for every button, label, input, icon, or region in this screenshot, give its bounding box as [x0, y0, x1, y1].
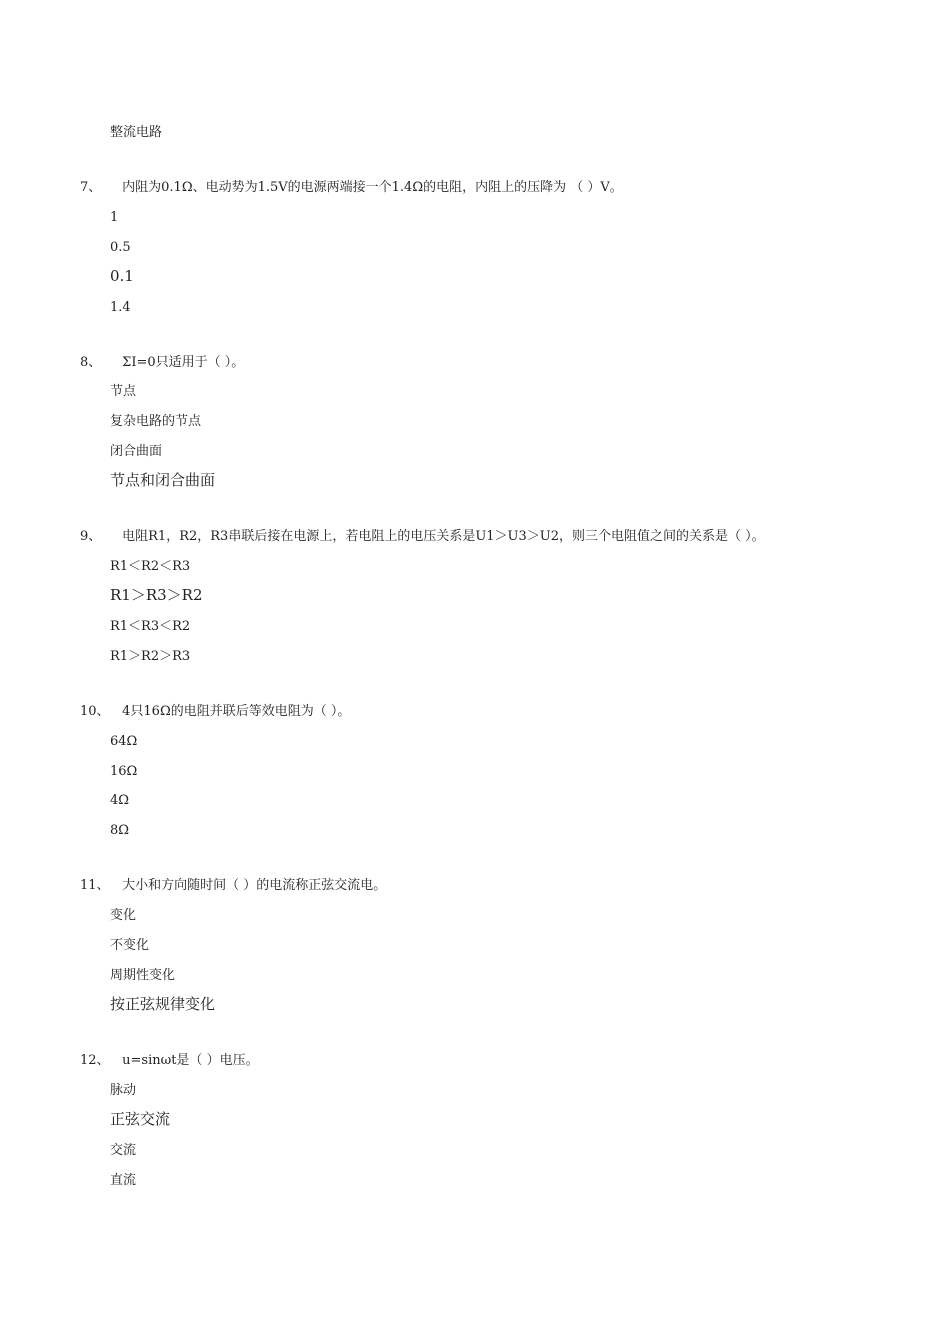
option-rectifier-circuit: 整流电路	[110, 125, 163, 140]
question-10	[80, 704, 350, 720]
question-11-option-3: 周期性变化	[110, 968, 176, 983]
question-text: 4只16Ω的电阻并联后等效电阻为（ ）。	[122, 704, 351, 719]
question-8-option-3: 闭合曲面	[110, 444, 163, 459]
question-11	[80, 878, 386, 894]
question-12-option-2: 正弦交流	[110, 1110, 171, 1128]
question-10-option-1: 64Ω	[110, 734, 138, 749]
question-11-option-1: 变化	[110, 908, 137, 923]
question-text: 内阻为0.1Ω、电动势为1.5V的电源两端接一个1.4Ω的电阻，内阻上的压降为 （ ）V。	[122, 180, 623, 195]
question-7-option-3: 0.1	[110, 267, 134, 285]
question-12-option-1: 脉动	[110, 1083, 137, 1098]
question-number: 8、	[80, 355, 102, 370]
question-number: 12、	[80, 1053, 110, 1068]
question-7	[80, 180, 623, 196]
question-number: 10、	[80, 704, 110, 719]
question-8-option-4: 节点和闭合曲面	[110, 471, 216, 489]
question-8-option-2: 复杂电路的节点	[110, 414, 202, 429]
question-number: 11、	[80, 878, 110, 893]
question-12-option-4: 直流	[110, 1173, 137, 1188]
question-7-option-4: 1.4	[110, 300, 131, 315]
question-8	[80, 355, 244, 371]
question-11-option-4: 按正弦规律变化	[110, 995, 216, 1013]
question-8-option-1: 节点	[110, 384, 137, 399]
question-9-option-3: R1＜R3＜R2	[110, 619, 191, 634]
question-number: 9、	[80, 529, 102, 544]
question-11-option-2: 不变化	[110, 938, 150, 953]
question-10-option-4: 8Ω	[110, 823, 130, 838]
question-9	[80, 529, 765, 545]
question-9-option-4: R1＞R2＞R3	[110, 649, 191, 664]
question-12-option-3: 交流	[110, 1143, 137, 1158]
question-number: 7、	[80, 180, 102, 195]
question-text: 大小和方向随时间（ ）的电流称正弦交流电。	[122, 878, 387, 893]
question-text: ΣI=0只适用于（ ）。	[122, 355, 245, 370]
question-text: u=sinωt是（ ）电压。	[122, 1053, 259, 1068]
question-7-option-1: 1	[110, 210, 119, 225]
question-10-option-3: 4Ω	[110, 793, 130, 808]
question-7-option-2: 0.5	[110, 240, 131, 255]
question-10-option-2: 16Ω	[110, 764, 138, 779]
question-text: 电阻R1，R2，R3串联后接在电源上，若电阻上的电压关系是U1＞U3＞U2，则三个电阻值之间的关系是（ ）。	[122, 529, 765, 544]
question-12	[80, 1053, 259, 1069]
question-9-option-2: R1＞R3＞R2	[110, 586, 203, 604]
question-9-option-1: R1＜R2＜R3	[110, 559, 191, 574]
